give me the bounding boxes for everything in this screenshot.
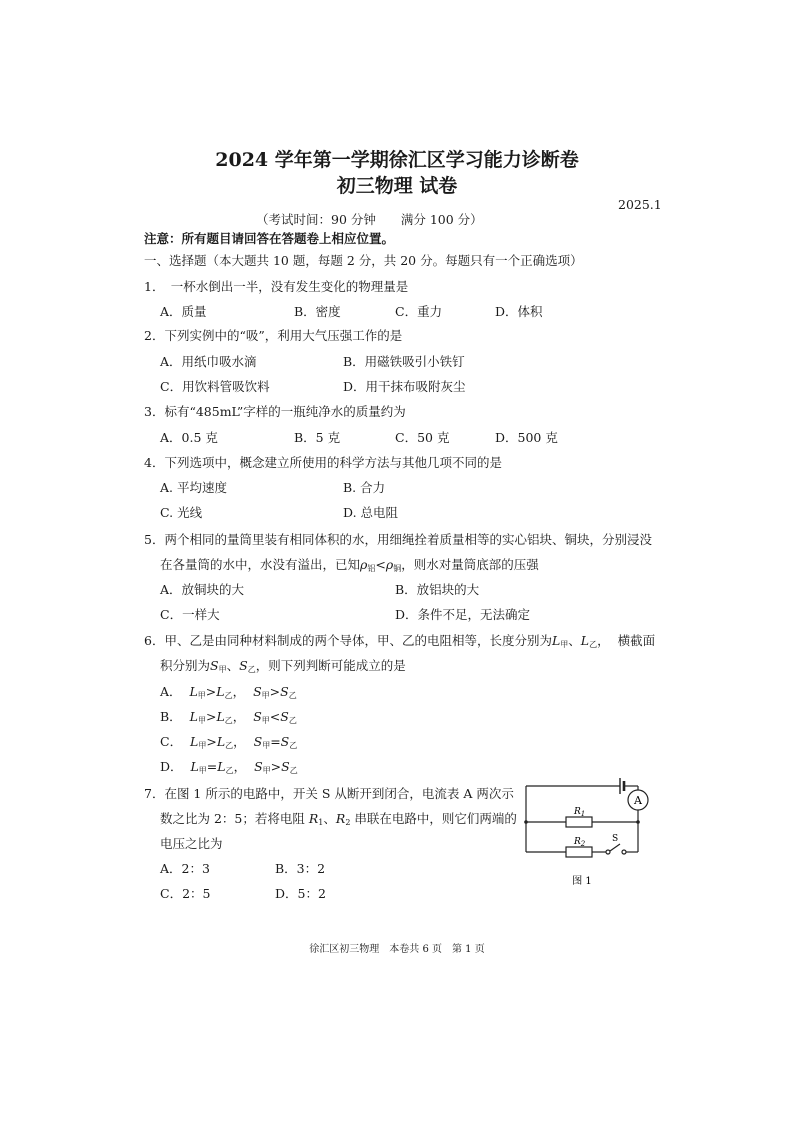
q6-line2: 积分别为$S_甲$、$S_乙$，则下列判断可能成立的是 <box>160 658 406 674</box>
q2-option-d: D．用干抹布吸附灰尘 <box>343 379 466 394</box>
q5-line1: 5．两个相同的量筒里装有相同体积的水，用细绳拴着质量相等的实心铝块、铜块，分别浸没 <box>144 532 652 547</box>
resistor-r1 <box>566 817 592 827</box>
q5-option-a: A．放铜块的大 <box>160 582 245 597</box>
exam-subtitle: 初三物理 试卷 <box>336 175 458 197</box>
q7-option-c: C．2：5 <box>160 886 211 901</box>
resistor-r2 <box>566 847 592 857</box>
junction-right <box>636 820 640 824</box>
q7-option-d: D．5：2 <box>275 886 326 901</box>
circuit-diagram <box>516 776 666 894</box>
q6-option-c: C． $L_甲>L_乙$， $S_甲=S_乙$ <box>160 734 298 750</box>
q1-stem: 1． 一杯水倒出一半，没有发生变化的物理量是 <box>144 279 409 294</box>
q6-option-d: D． $L_甲=L_乙$， $S_甲>S_乙$ <box>160 759 298 775</box>
switch-blade <box>610 844 620 851</box>
q5-option-d: D．条件不足，无法确定 <box>395 607 531 622</box>
q5-option-c: C．一样大 <box>160 607 220 622</box>
r2-label: $R_2$ <box>574 837 586 848</box>
q4-option-b: B. 合力 <box>343 480 386 495</box>
q2-stem: 2．下列实例中的“吸”，利用大气压强工作的是 <box>144 328 403 343</box>
q3-option-c: C．50 克 <box>395 430 450 445</box>
q4-option-c: C. 光线 <box>160 505 203 520</box>
q2-option-b: B．用磁铁吸引小铁钉 <box>343 354 465 369</box>
q3-option-d: D．500 克 <box>495 430 558 445</box>
q1-option-b: B．密度 <box>294 304 341 319</box>
q5-line2: 在各量筒的水中，水没有溢出，已知$\rho_铝<\rho_铜$，则水对量筒底部的压强 <box>160 557 539 573</box>
q7-line3: 电压之比为 <box>160 836 223 851</box>
switch-contact <box>622 850 626 854</box>
q4-option-d: D. 总电阻 <box>343 505 399 520</box>
q1-option-a: A．质量 <box>160 304 207 319</box>
q1-option-c: C．重力 <box>395 304 443 319</box>
q3-stem: 3．标有“485mL”字样的一瓶纯净水的质量约为 <box>144 404 406 419</box>
q7-option-a: A．2：3 <box>160 861 210 876</box>
q3-option-b: B．5 克 <box>294 430 341 445</box>
q7-line2: 数之比为 2：5；若将电阻 $R_1$、$R_2$ 串联在电路中，则它们两端的 <box>160 811 517 827</box>
page-footer: 徐汇区初三物理 本卷共 6 页 第 1 页 <box>309 944 485 955</box>
q6-line1: 6．甲、乙是由同种材料制成的两个导体，甲、乙的电阻相等，长度分别为$L_甲$、$L_乙$， 横截面 <box>144 633 656 649</box>
ammeter-label: A <box>634 794 642 807</box>
switch-pivot <box>606 850 610 854</box>
switch-label: S <box>612 834 619 844</box>
exam-date: 2025.1 <box>618 197 662 212</box>
q7-option-b: B．3：2 <box>275 861 326 876</box>
q1-option-d: D．体积 <box>495 304 543 319</box>
q3-option-a: A．0.5 克 <box>160 430 218 445</box>
junction-left <box>524 820 528 824</box>
q7-line1: 7．在图 1 所示的电路中，开关 S 从断开到闭合，电流表 A 两次示 <box>144 786 514 801</box>
exam-info: （考试时间：90 分钟 满分 100 分） <box>256 212 483 227</box>
q2-option-a: A．用纸巾吸水滴 <box>160 354 257 369</box>
r1-label: $R_1$ <box>574 807 586 818</box>
q4-stem: 4．下列选项中，概念建立所使用的科学方法与其他几项不同的是 <box>144 455 502 470</box>
q4-option-a: A. 平均速度 <box>160 480 227 495</box>
exam-title: 2024 学年第一学期徐汇区学习能力诊断卷 <box>215 149 579 171</box>
q6-option-b: B． $L_甲>L_乙$， $S_甲<S_乙$ <box>160 709 297 725</box>
q2-option-c: C．用饮料管吸饮料 <box>160 379 270 394</box>
figure-caption: 图 1 <box>572 876 592 887</box>
section-heading: 一、选择题（本大题共 10 题，每题 2 分，共 20 分。每题只有一个正确选项） <box>144 253 583 268</box>
notice: 注意：所有题目请回答在答题卷上相应位置。 <box>144 231 395 246</box>
q6-option-a: A． $L_甲>L_乙$， $S_甲>S_乙$ <box>160 684 297 700</box>
q5-option-b: B．放铝块的大 <box>395 582 480 597</box>
